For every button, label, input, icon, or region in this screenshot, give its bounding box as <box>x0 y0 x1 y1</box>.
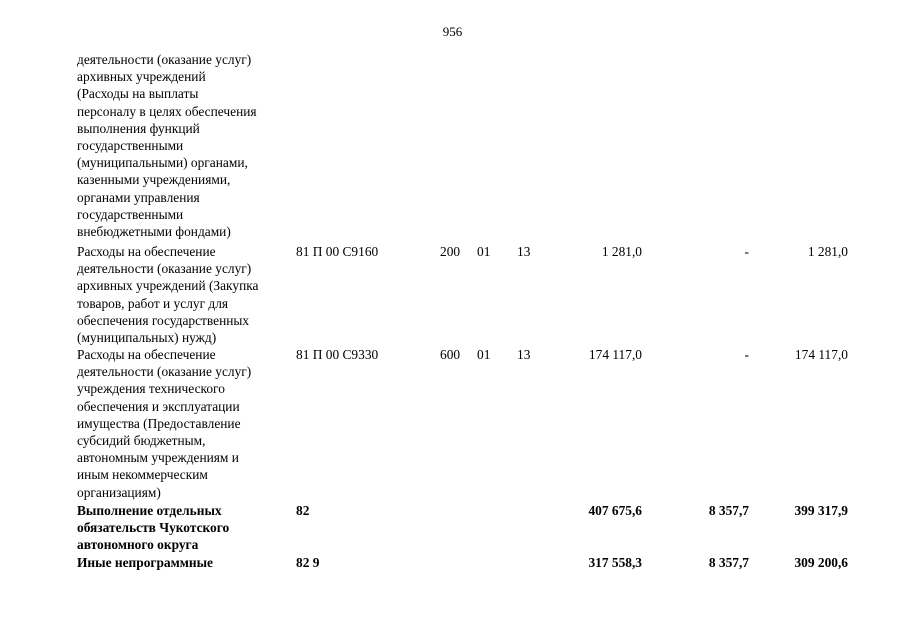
amount-total: 407 675,6 <box>588 503 642 518</box>
row-description <box>77 554 287 571</box>
target-article-code: 81 П 00 С9160 <box>296 244 379 259</box>
description-line: (Расходы на выплаты <box>77 86 199 102</box>
description-line: организациям) <box>77 484 161 500</box>
amount-total: 1 281,0 <box>601 244 642 259</box>
amount-column-3: 174 117,0 <box>794 347 848 362</box>
description-line: государственными <box>77 138 184 154</box>
description-line: автономного округа <box>77 537 199 553</box>
amount-column-2: - <box>744 244 749 259</box>
description-line: деятельности (оказание услуг) <box>77 52 252 67</box>
amount-column-2: - <box>744 347 749 362</box>
description-line: казенными учреждениями, <box>77 172 231 188</box>
description-line: иным некоммерческим <box>77 467 208 483</box>
description-line: деятельности (оказание услуг) <box>77 261 252 277</box>
description-line: Расходы на обеспечение <box>77 244 216 259</box>
description-line: (муниципальных) нужд) <box>77 330 217 346</box>
row-description <box>77 346 287 501</box>
description-line: персоналу в целях обеспечения <box>77 103 257 119</box>
subsection-code: 13 <box>517 244 531 259</box>
section-code: 01 <box>477 244 491 259</box>
description-line: учреждения технического <box>77 381 225 397</box>
description-line: государственными <box>77 206 184 222</box>
description-line: (муниципальными) органами, <box>77 155 248 171</box>
description-line: выполнения функций <box>77 120 200 136</box>
description-line: архивных учреждений (Закупка <box>77 278 259 294</box>
target-article-code: 82 9 <box>296 555 320 570</box>
subsection-code: 13 <box>517 347 531 362</box>
expense-type-code: 600 <box>440 347 461 362</box>
description-line: обязательств Чукотского <box>77 520 230 536</box>
amount-column-3: 309 200,6 <box>794 555 848 570</box>
description-line: Иные непрограммные <box>77 555 213 570</box>
description-line: товаров, работ и услуг для <box>77 295 229 311</box>
description-line: деятельности (оказание услуг) <box>77 364 252 380</box>
target-article-code: 81 П 00 С9330 <box>296 347 379 362</box>
description-line: органами управления <box>77 189 200 205</box>
description-line: внебюджетными фондами) <box>77 224 231 240</box>
row-description <box>77 51 287 240</box>
description-line: обеспечения и эксплуатации <box>77 398 240 414</box>
amount-total: 174 117,0 <box>588 347 642 362</box>
amount-column-3: 399 317,9 <box>794 503 848 518</box>
page-number: 956 <box>442 24 463 39</box>
row-description <box>77 243 287 346</box>
expense-type-code: 200 <box>440 244 461 259</box>
description-line: автономным учреждениям и <box>77 450 239 466</box>
target-article-code: 82 <box>296 503 310 518</box>
description-line: Расходы на обеспечение <box>77 347 216 362</box>
amount-column-2: 8 357,7 <box>708 555 749 570</box>
description-line: обеспечения государственных <box>77 312 250 328</box>
description-line: архивных учреждений <box>77 69 206 85</box>
description-line: Выполнение отдельных <box>77 503 222 518</box>
description-line: имущества (Предоставление <box>77 415 241 431</box>
description-line: субсидий бюджетным, <box>77 433 206 449</box>
amount-column-3: 1 281,0 <box>807 244 848 259</box>
amount-total: 317 558,3 <box>588 555 642 570</box>
row-description <box>77 502 287 554</box>
section-code: 01 <box>477 347 491 362</box>
amount-column-2: 8 357,7 <box>708 503 749 518</box>
